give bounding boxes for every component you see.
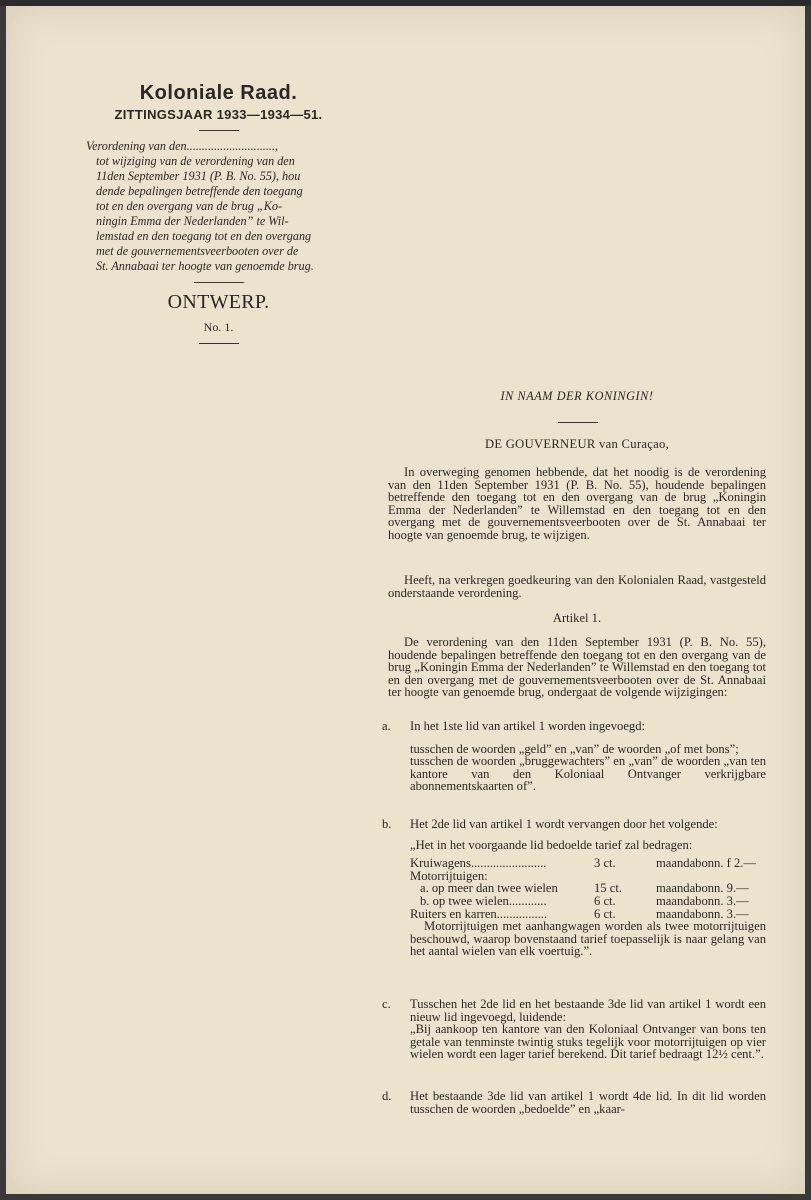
- session-year: ZITTINGSJAAR 1933—1934—51.: [114, 107, 323, 122]
- item-sub: tusschen de woorden „geld” en „van” de woorden „of met bons”;: [410, 741, 739, 756]
- document-page: [6, 6, 805, 1194]
- considering-paragraph: [388, 466, 766, 542]
- item-text: Het 2de lid van artikel 1 wordt vervangen door het volgende:: [410, 817, 718, 831]
- subject-line: ningin Emma der Nederlanden” te Wil-: [96, 214, 289, 228]
- divider: [558, 422, 598, 423]
- tariff-desc: Motorrijtuigen:: [410, 868, 488, 883]
- tariff-row: [410, 895, 766, 908]
- document-number: No. 1.: [203, 320, 234, 334]
- item-letter: c.: [382, 997, 391, 1011]
- divider: [199, 130, 239, 131]
- tariff-table: [388, 857, 766, 920]
- tariff-fee: maandabonn. 3.—: [656, 893, 749, 908]
- subject-line: tot wijziging van de verordening van den: [96, 154, 295, 168]
- tariff-price: 6 ct.: [594, 906, 616, 921]
- tariff-fee: maandabonn. 9.—: [656, 881, 749, 896]
- tariff-desc: Ruiters en karren................: [410, 906, 548, 921]
- tariff-desc: a. op meer dan twee wielen: [420, 881, 558, 896]
- item-letter: b.: [382, 817, 392, 831]
- article-intro-text: De verordening van den 11den September 1931 (P. B. No. 55), houdende bepalingen betreffende den toegang tot en den overgang van de brug „Koningin Emma der Nederlanden” te Willemstad en den toegang tot en den overgang met de gouvernementsveerbooten over de St. Annabaai ter hoogte van genoemde brug, ondergaat de volgende wijzigingen:: [388, 635, 766, 700]
- divider: [199, 343, 239, 344]
- subject-line: 11den September 1931 (P. B. No. 55), hou: [96, 169, 301, 183]
- item-quote: „Bij aankoop ten kantore van den Koloniaal Ontvanger van bons ten getale van tenminste twintig stuks tegelijk voor motorrijtuigen op vier wielen wordt een lager tarief berekend. Dit tarief bedraagt 12½ cent.”.: [410, 1022, 766, 1062]
- tariff-intro: „Het in het voorgaande lid bedoelde tarief zal bedragen:: [410, 837, 693, 852]
- amendment-b: [382, 817, 766, 959]
- amendment-d: [382, 1089, 766, 1116]
- approval-text: Heeft, na verkregen goedkeuring van den Kolonialen Raad, vastgesteld onderstaande verordening.: [388, 573, 766, 600]
- tariff-closing: Motorrijtuigen met aanhangwagen worden als twee motorrijtuigen beschouwd, waarop bovenstaand tarief toepasselijk is naar gelang van het aantal wielen van elk voertuig.”.: [410, 919, 766, 959]
- item-letter: a.: [382, 719, 391, 733]
- tariff-price: 15 ct.: [594, 881, 622, 896]
- governor-line: DE GOUVERNEUR van Curaçao,: [484, 437, 670, 451]
- royal-heading: IN NAAM DER KONINGIN!: [500, 389, 654, 403]
- tariff-row: [410, 857, 766, 870]
- subject-line: tot en den overgang van de brug „Ko-: [96, 199, 283, 213]
- item-text: In het 1ste lid van artikel 1 worden ingevoegd:: [410, 719, 646, 733]
- subject-line: dende bepalingen betreffende den toegang: [96, 184, 303, 198]
- amendment-a: [382, 719, 766, 794]
- item-text: Het bestaande 3de lid van artikel 1 wordt 4de lid. In dit lid worden tusschen de woorden „bedoelde” en „kaar-: [410, 1089, 766, 1116]
- title-block: [86, 82, 351, 352]
- subject-line: St. Annabaai ter hoogte van genoemde brug.: [96, 259, 314, 273]
- tariff-desc: Kruiwagens........................: [410, 856, 547, 871]
- organization-title: Koloniale Raad.: [139, 82, 298, 104]
- article-intro: [388, 636, 766, 699]
- subject-line: Verordening van den.............................,: [86, 139, 279, 153]
- divider: [194, 282, 244, 283]
- subject-line: met de gouvernementsveerbooten over de: [96, 244, 299, 258]
- ordinance-subject: [86, 139, 351, 274]
- approval-paragraph: [388, 574, 766, 599]
- item-text: Tusschen het 2de lid en het bestaande 3de lid van artikel 1 wordt een nieuw lid ingevoegd, luidende:: [410, 997, 766, 1024]
- tariff-price: 3 ct.: [594, 856, 616, 871]
- tariff-fee: maandabonn. 3.—: [656, 906, 749, 921]
- draft-label: ONTWERP.: [167, 291, 270, 313]
- tariff-desc: b. op twee wielen............: [420, 893, 547, 908]
- considering-text: In overweging genomen hebbende, dat het noodig is de verordening van den 11den September 1931 (P. B. No. 55), houdende bepalingen betreffende den toegang tot en den overgang van de brug „Koningin Emma der Nederlanden” te Willemstad en den toegang tot en den overgang met de gouvernementsveerbooten over de St. Annabaai ter hoogte van genoemde brug, te wijzigen.: [388, 465, 766, 542]
- item-sub: tusschen de woorden „bruggewachters” en „van” de woorden „van ten kantore van den Koloniaal Ontvanger verkrijgbare abonnementskaarten of”.: [410, 754, 766, 794]
- article-title: Artikel 1.: [552, 611, 602, 625]
- amendment-c: [382, 997, 766, 1062]
- subject-line: lemstad en den toegang tot en den overgang: [96, 229, 312, 243]
- item-letter: d.: [382, 1089, 392, 1103]
- tariff-fee: maandabonn. f 2.—: [656, 856, 757, 871]
- tariff-price: 6 ct.: [594, 893, 616, 908]
